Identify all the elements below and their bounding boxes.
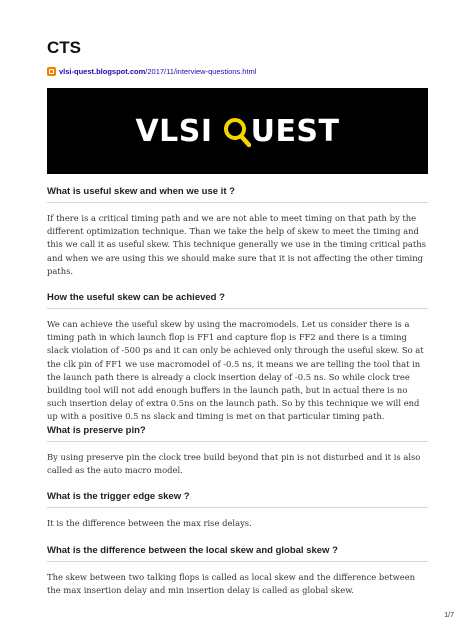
question-heading: What is useful skew and when we use it ? (47, 186, 428, 203)
banner-logo (135, 114, 339, 149)
answer-text: The skew between two talking flops is called as local skew and the difference between the max insertion delay and min insertion delay is called as global skew. (47, 572, 416, 596)
qa-section (47, 491, 428, 530)
question-heading: What is preserve pin? (47, 425, 428, 442)
answer-text: It is the difference between the max rise delays. (47, 518, 252, 528)
blogger-icon (47, 67, 56, 76)
source-line (47, 65, 256, 77)
question-heading: What is the difference between the local skew and global skew ? (47, 545, 428, 562)
banner-text-left: VLSI (135, 113, 213, 149)
answer-text: We can achieve the useful skew by using the macromodels. Let us consider there is a timing path in which launch flop is FF1 and capture flop is FF2 and there is a timing slack violation of -500 ps and it can only be achieved only through the useful skew. So at the clk pin of FF1 we use macromodel of -0.5 ns, it means we are telling the tool that in the launch path there is already a clock insertion delay of -0.5 ns. So while clock tree building tool will not add enough buffers in the launch path, but in actual there is no such insertion delay of extra 0.5ns on the launch path. So by this technique we will end up with a positive 0.5 ns slack and timing is met on that particular timing path. (47, 319, 424, 422)
question-heading: What is the trigger edge skew ? (47, 491, 428, 508)
answer-text: By using preserve pin the clock tree build beyond that pin is not disturbed and it is also called as the auto macro model. (47, 452, 421, 476)
page-title: CTS (47, 38, 81, 57)
qa-section (47, 425, 428, 477)
banner-text-right: UEST (250, 113, 340, 149)
vlsi-quest-banner (47, 88, 428, 174)
qa-section (47, 292, 428, 424)
qa-section (47, 545, 428, 597)
answer-text: If there is a critical timing path and we are not able to meet timing on that path by the different optimization technique. Than we take the help of skew to meet the timing and this we call it as useful skew. This technique generally we use in the timing critical paths and when we are using this we should make sure that it is not affecting the other timing paths. (47, 213, 426, 276)
source-link-path[interactable]: /2017/11/interview-questions.html (145, 66, 257, 76)
question-heading: How the useful skew can be achieved ? (47, 292, 428, 309)
magnifier-q-icon (223, 116, 249, 146)
qa-section (47, 186, 428, 278)
source-link-domain[interactable]: vlsi-quest.blogspot.com (59, 66, 146, 76)
page-number: 1/7 (444, 612, 454, 619)
